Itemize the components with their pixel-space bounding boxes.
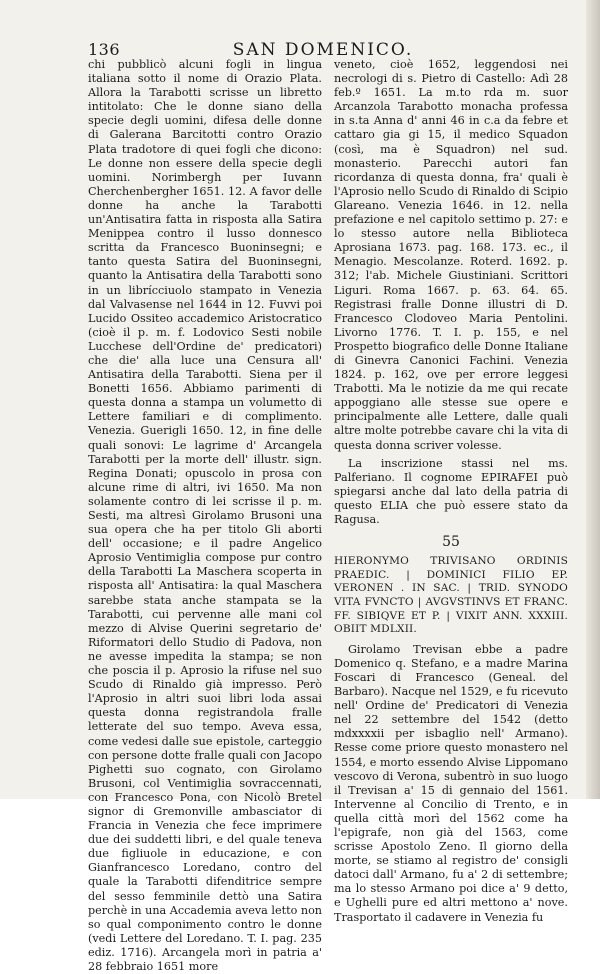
closing-paragraph: Girolamo Trevisan ebbe a padre Domenico q. Stefano, e a madre Marina Foscari di Francesco (Geneal. del Barbaro). Nacque nel 1529, e fu ricevuto nell' Ordine de' Predicatori di Venezia nel 22 settembre del 1542 (detto mdxxxxii per isbaglio nell' Armano). Resse come priore questo monastero nel 1554, e morto essendo Alvise Lippomano vescovo di Verona, subentrò in suo luogo il Trevisan a' 15 di gennaio del 1561. Intervenne al Concilio di Trento, e in quella città morì del 1562 come ha l'epigrafe, non già del 1563, come scrisse Apostolo Zeno. Il giorno della morte, se stiamo al registro de' consigli datoci dall' Armano, fu a' 2 di settembre; ma lo stesso Armano poi dice a' 9 detto, e Ughelli pure ed altri mettono a' nove. Trasportato il cadavere in Venezia fu (334, 642, 568, 924)
right-column-paragraph: veneto, cioè 1652, leggendosi nei necrologi di s. Pietro di Castello: Adì 28 feb.º 1651. La m.to rda m. suor Arcanzola Tarabotto monacha professa in s.ta Anna d' anni 46 in c.a da febre et cattaro gia gi 15, il medico Squadon (così, ma è Squadron) nel sud. monasterio. Parecchi autori fan ricordanza di questa donna, fra' quali è l'Aprosio nello Scudo di Rinaldo di Scipio Glareano. Venezia 1646. in 12. nella prefazione e nel capitolo settimo p. 27: e lo stesso autore nella Biblioteca Aprosiana 1673. pag. 168. 173. ec., il Menagio. Mescolanze. Roterd. 1692. p. 312; l'ab. Michele Giustiniani. Scrittori Liguri. Roma 1667. p. 63. 64. 65. Registrasi fralle Donne illustri di D. Francesco Clodoveo Maria Pentolini. Livorno 1776. T. I. p. 155, e nel Prospetto biografico delle Donne Italiane di Ginevra Canonici Fachini. Venezia 1824. p. 162, ove per errore leggesi Trabotti. Ma le notizie da me qui recate appoggiano alle stesse sue opere e principalmente alle Lettere, dalle quali altre molte potrebbe cavare chi la vita di questa donna scriver volesse. (334, 58, 568, 452)
running-title: SAN DOMENICO. (232, 40, 414, 60)
page-edge-shadow (586, 0, 600, 799)
right-column-paragraph: La inscrizione stassi nel ms. Palferiano. Il cognome EPIRAFEI può spiegarsi anche dal lato della patria di questo ELIA che può essere stato da Ragusa. (334, 456, 568, 526)
page-header (88, 40, 558, 60)
right-column (334, 58, 568, 925)
left-column-paragraph: chi pubblicò alcuni fogli in lingua italiana sotto il nome di Orazio Plata. Allora la Tarabotti scrisse un libretto intitolato: Che le donne siano della specie degli uomini, difesa delle donne di Galerana Barcitotti contro Orazio Plata tradotore di quei fogli che dicono: Le donne non essere della specie degli uomini. Norimbergh per Iuvann Cherchenbergher 1651. 12. A favor delle donne ha anche la Tarabotti un'Antisatira fatta in risposta alla Satira Menippea contro il lusso donnesco scritta da Francesco Buoninsegni; e tanto questa Satira del Buoninsegni, quanto la Antisatira della Tarabotti sono in un librícciuolo stampato in Venezia dal Valvasense nel 1644 in 12. Fuvvi poi Lucido Ossiteo accademico Aristocratico (cioè il p. m. f. Lodovico Sesti nobile Lucchese dell'Ordine de' predicatori) che die' alla luce una Censura all' Antisatira della Tarabotti. Siena per il Bonetti 1656. Abbiamo parimenti di questa donna a stampa un volumetto di Lettere familiari e di complimento. Venezia. Guerigli 1650. 12, in fine delle quali sonovi: Le lagrime d' Arcangela Tarabotti per la morte dell' illustr. sign. Regina Donati; opuscolo in prosa con alcune rime di altri, ivi 1650. Ma non solamente contro di lei scrisse il p. m. Sesti, ma altresì Girolamo Brusoni una sua opera che ha per titolo Gli aborti dell' occasione; e il padre Angelico Aprosio Ventimiglia compose pur contro della Tarabotti La Maschera scoperta in risposta all' Antisatira: la qual Maschera sarebbe stata anche stampata se la Tarabotti, cui pervenne alle mani col mezzo di Alvise Querini segretario de' Riformatori dello Studio di Padova, non ne avesse impedita la stampa; se non che poscia il p. Aprosio la rifuse nel suo Scudo di Rinaldo già impresso. Però l'Aprosio in altri suoi libri loda assai questa donna registrandola fralle letterate del suo tempo. Aveva essa, come vedesi dalle sue epistole, carteggio con persone dotte fralle quali con Jacopo Pighetti suo cognato, con Girolamo Brusoni, col Ventimiglia sovraccennati, con Francesco Pona, con Nicolò Bretel signor di Gremonville ambasciator di Francia in Venezia che fece imprimere due dei suddetti libri, e del quale teneva due figliuole in educazione, e con Gianfrancesco Loredano, contro del quale la Tarabotti difenditrice sempre del sesso femminile dettò una Satira perchè in una Accademia aveva letto non so qual componimento contro le donne (vedi Lettere del Loredano. T. I. pag. 235 ediz. 1716). Arcangela morì in patria a' 28 febbraio 1651 more (88, 58, 323, 973)
left-column (88, 58, 322, 974)
inscription-text: HIERONYMO TRIVISANO ORDINIS PRAEDIC. | DOMINICI FILIO EP. VERONEN . IN SAC. | TRID. SYNODO VITA FVNCTO | AVGVSTINVS ET FRANC. FF. SIBIQVE ET P. | VIXIT ANN. XXXIII. OBIIT MDLXII. (334, 555, 568, 636)
inscription-number: 55 (442, 534, 460, 551)
page-number: 136 (88, 40, 121, 59)
